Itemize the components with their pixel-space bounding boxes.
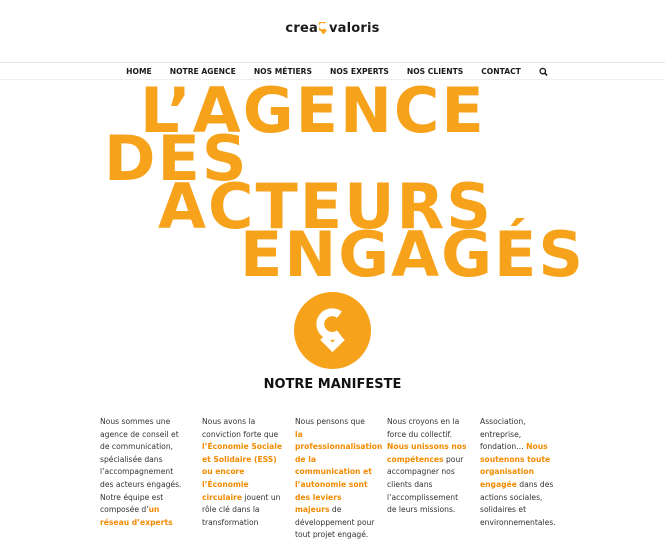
- column-text: Nous croyons en la force du collectif.: [387, 417, 460, 439]
- manifeste-column-1: [100, 416, 186, 529]
- column-text: Nous avons la conviction forte que: [202, 417, 279, 439]
- hero-line-1: L’AGENCE: [140, 74, 486, 147]
- column-highlight: la professionnalisation de la communication et l’autonomie sont des leviers majeurs: [295, 429, 383, 515]
- column-text: jouent un rôle clé dans la transformation: [202, 492, 281, 527]
- nav-item-home[interactable]: HOME: [126, 67, 152, 76]
- column-text: pour accompagner nos clients dans l’accomplissement de leurs missions.: [387, 454, 464, 515]
- logo-mark-icon: [319, 22, 328, 34]
- hero-line-4: ENGAGÉS: [240, 218, 586, 291]
- column-text: dans des actions sociales, solidaires et environnementales.: [480, 479, 556, 527]
- column-highlight: Nous soutenons toute organisation engagée: [480, 442, 551, 489]
- brand-emblem-icon: [293, 291, 372, 370]
- column-text: Association, entreprise, fondation…: [480, 417, 527, 452]
- manifeste-title: NOTRE MANIFESTE: [263, 377, 402, 392]
- logo-text-valoris: valoris: [328, 21, 380, 36]
- column-highlight: l’Économie Sociale et Solidaire (ESS) ou encore l’Économie circulaire: [202, 442, 282, 502]
- logo-text-crea: crea: [285, 21, 318, 36]
- header-divider: [0, 62, 665, 63]
- nav-item-nos-metiers[interactable]: NOS MÉTIERS: [253, 67, 312, 76]
- nav-item-notre-agence[interactable]: NOTRE AGENCE: [169, 67, 236, 76]
- column-text: Nous pensons que: [295, 417, 365, 426]
- column-text: de développement pour tout projet engagé.: [295, 505, 375, 540]
- column-highlight: Nous unissons nos compétences: [387, 442, 467, 464]
- nav-item-contact[interactable]: CONTACT: [481, 67, 521, 76]
- column-highlight: un réseau d’experts: [100, 505, 173, 527]
- hero-line-2: DES: [104, 122, 249, 195]
- manifeste-column-3: [295, 416, 383, 542]
- manifeste-column-4: [387, 416, 467, 517]
- manifeste-column-5: [480, 416, 560, 529]
- search-icon[interactable]: [539, 66, 548, 78]
- nav-item-nos-experts[interactable]: NOS EXPERTS: [330, 67, 389, 76]
- site-logo[interactable]: [0, 20, 665, 36]
- nav-item-nos-clients[interactable]: NOS CLIENTS: [406, 67, 464, 76]
- manifeste-column-2: [202, 416, 282, 529]
- column-text: Nous sommes une agence de conseil et de communication, spécialisée dans l’accompagnement des acteurs engagés. Notre équipe est composée d’: [100, 417, 182, 515]
- hero-line-3: ACTEURS: [158, 170, 493, 243]
